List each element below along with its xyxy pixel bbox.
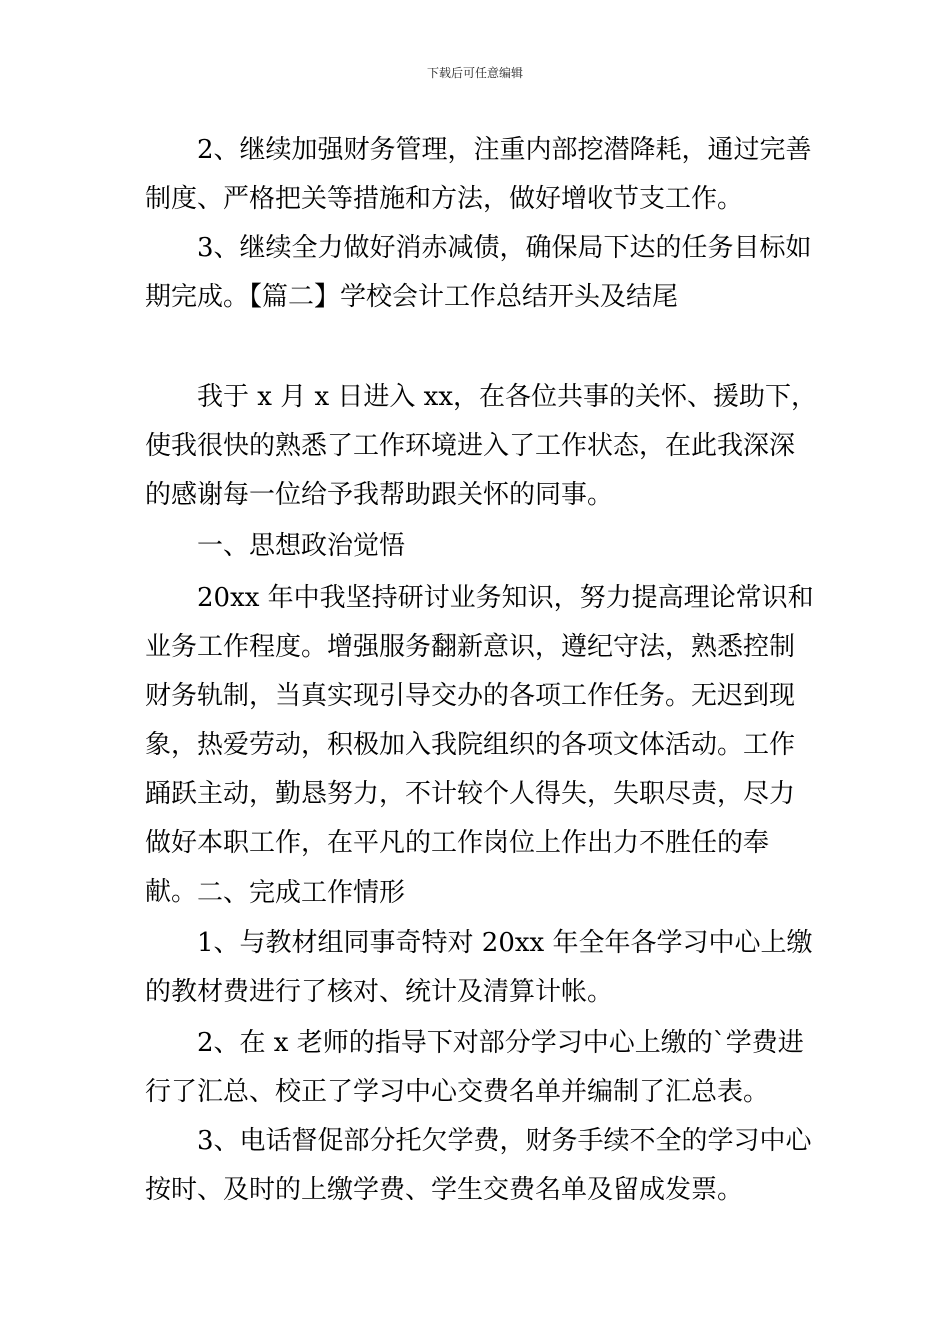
section-heading-political: 一、思想政治觉悟 [197, 531, 406, 561]
paragraph-finance-management: 2、继续加强财务管理，注重内部挖潜降耗，通过完善制度、严格把关等措施和方法，做好增收节支工作。 [145, 135, 812, 214]
paragraph-work-item-3: 3、电话督促部分托欠学费，财务手续不全的学习中心按时、及时的上缴学费、学生交费名单及留成发票。 [145, 1126, 812, 1205]
paragraph-work-item-1: 1、与教材组同事奇特对 20xx 年全年各学习中心上缴的教材费进行了核对、统计及清算计帐。 [145, 928, 813, 1007]
paragraph-political-detail: 20xx 年中我坚持研讨业务知识，努力提高理论常识和业务工作程度。增强服务翻新意识，遵纪守法，熟悉控制财务轨制，当真实现引导交办的各项工作任务。无迟到现象，热爱劳动，积极加入我院组织的各项文体活动。工作踊跃主动，勤恳努力，不计较个人得失，失职尽责，尽力做好本职工作，在平凡的工作岗位上作出力不胜任的奉献。 [145, 583, 814, 907]
page-header: 下载后可任意编辑 [426, 66, 523, 80]
paragraph-intro: 我于 x 月 x 日进入 xx，在各位共事的关怀、援助下，使我很快的熟悉了工作环境进入了工作状态，在此我深深的感谢每一位给予我帮助跟关怀的同事。 [145, 382, 817, 510]
paragraph-debt-reduction: 3、继续全力做好消赤减债，确保局下达的任务目标如期完成。【篇二】学校会计工作总结开头及结尾 [145, 233, 812, 312]
paragraph-work-item-2: 2、在 x 老师的指导下对部分学习中心上缴的`学费进行了汇总、校正了学习中心交费名单并编制了汇总表。 [145, 1028, 804, 1107]
section-heading-work: 二、完成工作情形 [197, 878, 406, 908]
